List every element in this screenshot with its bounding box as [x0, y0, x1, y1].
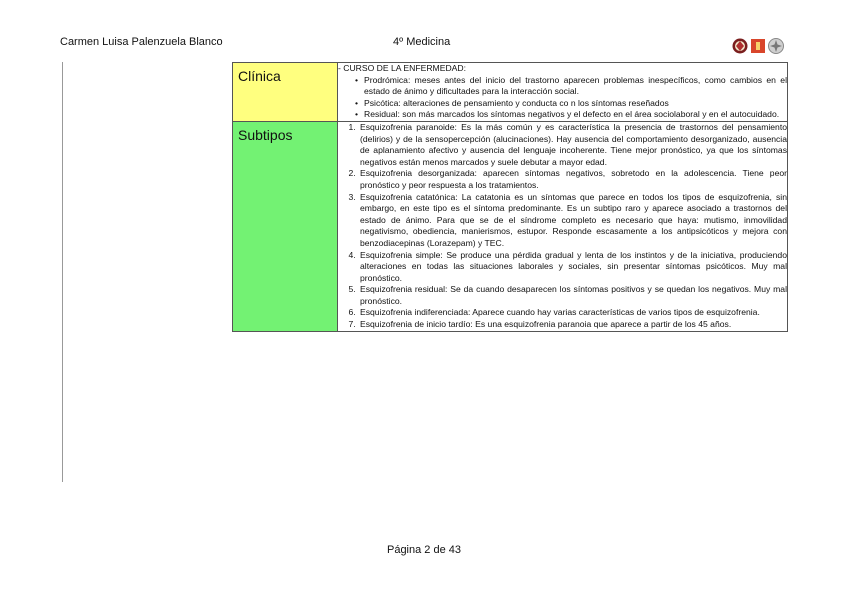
clinica-bullet: • Residual: son más marcados los síntomas negativos y el defecto en el área sociolaboral y en el autocuidado.: [364, 109, 787, 121]
university-seal-icon: [732, 38, 748, 54]
page-number: Página 2 de 43: [386, 544, 461, 556]
clinica-intro: - CURSO DE LA ENFERMEDAD:: [338, 63, 466, 73]
clinica-bullet: • Psicótica: alteraciones de pensamiento y conducta co n los síntomas reseñados: [364, 98, 787, 110]
label-cell-clinica: [233, 63, 338, 122]
subtype-item: 7. Esquizofrenia de inicio tardío: Es una esquizofrenia paranoia que aparece a partir de los 45 años.: [358, 319, 787, 331]
label-subtipos: Subtipos: [238, 126, 293, 143]
subtype-item: 4. Esquizofrenia simple: Se produce una pérdida gradual y lenta de los instintos y de la iniciativa, produciendo alteraciones en todas las situaciones laborales y sociales, sin presentar síntomas psicóticos. Muy mal pronóstico.: [358, 250, 787, 285]
margin-rule: [62, 62, 63, 482]
subtypes-list: [338, 122, 787, 331]
subtype-item: 1. Esquizofrenia paranoide: Es la más común y es característica la presencia de trastornos del pensamiento (delirios) y de la sensopercepción (alucinaciones). Hay ausencia del comportamiento desorganizado, ausencia de aplanamiento afectivo y ausencia del lenguaje incoherente. Tiene mejor pronóstico, ya que los síntomas negativos están menos marcados y suele debutar a mayor edad.: [358, 122, 787, 168]
subtype-item: 2. Esquizofrenia desorganizada: aparecen síntomas negativos, sobretodo en la adolescencia. Tiene peor pronóstico y peor respuesta a los tratamientos.: [358, 168, 787, 191]
red-crest-icon: [750, 38, 766, 54]
clinica-bullets: [338, 75, 787, 121]
content-cell-subtipos: [338, 121, 788, 331]
gray-emblem-icon: [768, 38, 784, 54]
author-name: Carmen Luisa Palenzuela Blanco: [60, 36, 223, 48]
schizophrenia-table: [232, 62, 788, 332]
subtype-item: 5. Esquizofrenia residual: Se da cuando desaparecen los síntomas positivos y se quedan los negativos. Muy mal pronóstico.: [358, 284, 787, 307]
clinica-bullet: • Prodrómica: meses antes del inicio del trastorno aparecen problemas inespecíficos, como cambios en el estado de ánimo y dificultades para la interacción social.: [364, 75, 787, 98]
subtype-item: 3. Esquizofrenia catatónica: La catatonia es un síntomas que parece en todos los tipos de esquizofrenia, sin embargo, en este tipo es el síntoma predominante. Es un subtipo raro y aparece asociado a trastornos del estado de ánimo. Para que se de el síndrome completo es necesario que haya: mutismo, inmovilidad negativismo, obediencia, manierismos, estupor. Responde escasamente a los antipsicóticos y mejora con benzodiacepinas (Lorazepam) y TEC.: [358, 192, 787, 250]
row-clinica: [233, 63, 788, 122]
label-clinica: Clínica: [238, 68, 281, 84]
label-cell-subtipos: [233, 121, 338, 331]
subtype-item: 6. Esquizofrenia indiferenciada: Aparece cuando hay varias características de varios tipos de esquizofrenia.: [358, 307, 787, 319]
content-cell-clinica: [338, 63, 788, 122]
row-subtipos: [233, 121, 788, 331]
course-name: 4º Medicina: [393, 36, 451, 48]
header-logos: [732, 38, 784, 54]
